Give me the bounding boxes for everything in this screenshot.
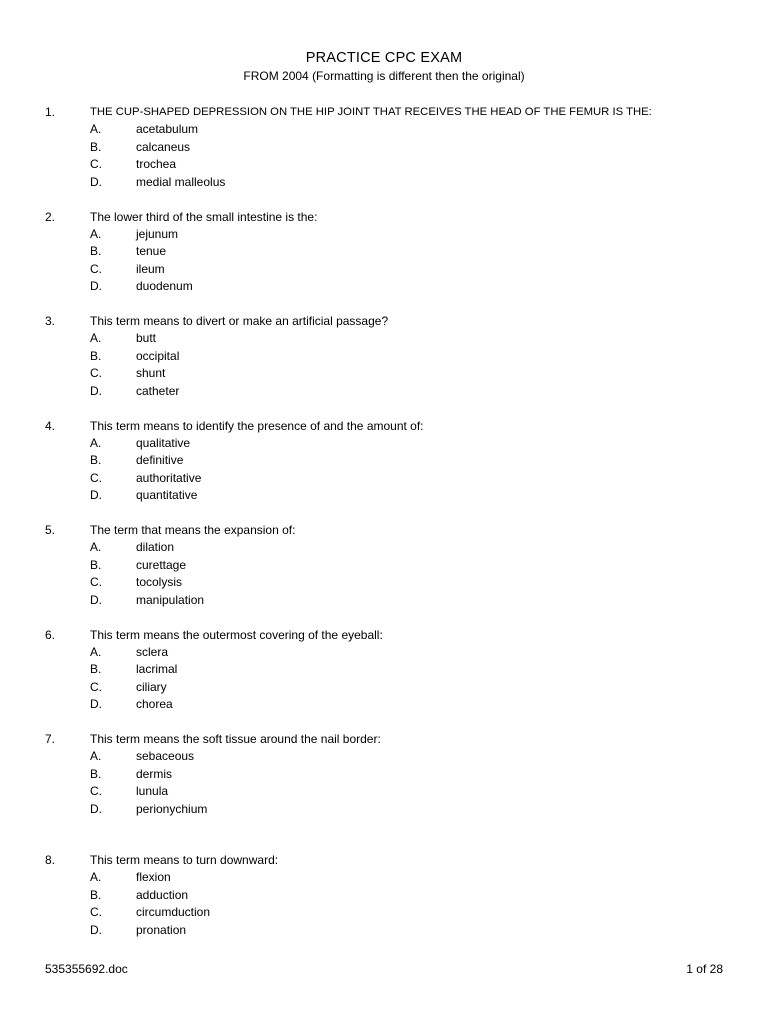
answer-option [0,592,768,609]
question-text: This term means to identify the presence of and the amount of: [90,418,424,433]
option-letter: D. [90,592,102,607]
question-text: The term that means the expansion of: [90,523,296,537]
option-letter: D. [90,383,102,398]
option-letter: D. [90,174,102,189]
option-letter: A. [90,122,102,137]
option-letter: A. [90,540,102,555]
question-4 [0,418,768,505]
option-text: acetabulum [136,122,199,137]
question-number: 6. [45,627,56,642]
answer-option [0,922,768,939]
option-letter: A. [90,870,102,885]
option-letter: B. [90,453,102,468]
answer-option [0,278,768,295]
question-text: This term means the soft tissue around the nail border: [90,732,381,746]
answer-option [0,174,768,191]
option-text: manipulation [136,592,205,607]
option-letter: D. [90,488,102,503]
answer-option [0,435,768,452]
option-letter: A. [90,331,102,346]
answer-option [0,348,768,365]
answer-option [0,365,768,382]
option-text: catheter [136,383,180,398]
question-number: 4. [45,418,56,433]
option-letter: A. [90,749,102,764]
answer-option [0,696,768,713]
answer-option [0,766,768,783]
answer-option [0,539,768,556]
option-letter: B. [90,244,102,259]
question-text: The lower third of the small intestine is the: [90,209,318,224]
option-text: occipital [136,348,180,363]
option-letter: D. [90,922,102,937]
answer-option [0,156,768,173]
answer-option [0,121,768,138]
option-text: circumduction [136,905,211,920]
question-7 [0,731,768,818]
answer-option [0,139,768,156]
question-text: This term means to divert or make an artificial passage? [90,314,389,328]
answer-option [0,226,768,243]
option-letter: D. [90,801,102,816]
answer-option [0,869,768,886]
question-number: 7. [45,732,56,746]
answer-option [0,452,768,469]
option-text: lacrimal [136,662,178,677]
option-text: lunula [136,784,169,799]
option-text: dermis [136,766,173,781]
option-text: tocolysis [136,575,183,590]
option-text: perionychium [136,801,208,816]
page-title: PRACTICE CPC EXAM [305,50,463,66]
option-text: butt [136,331,157,346]
answer-option [0,644,768,661]
option-letter: C. [90,366,102,381]
option-text: ileum [136,261,165,276]
question-text: THE CUP-SHAPED DEPRESSION ON THE HIP JOINT THAT RECEIVES THE HEAD OF THE FEMUR IS THE: [90,106,652,118]
question-text: This term means to turn downward: [90,853,279,867]
option-text: medial malleolus [136,174,226,189]
question-2 [0,209,768,296]
question-5 [0,522,768,609]
answer-option [0,748,768,765]
option-letter: A. [90,435,102,450]
question-3 [0,313,768,400]
footer-page-number: 1 of 28 [686,962,723,976]
option-letter: A. [90,226,102,241]
option-text: sclera [136,644,169,659]
option-text: trochea [136,157,177,172]
page-footer [0,960,768,978]
option-letter: B. [90,662,102,677]
question-1 [0,104,768,191]
answer-option [0,330,768,347]
option-text: qualitative [136,435,191,450]
option-text: quantitative [136,488,198,503]
answer-option [0,557,768,574]
question-number: 8. [45,853,56,867]
option-letter: B. [90,887,102,902]
question-number: 2. [45,209,56,224]
option-letter: B. [90,139,102,154]
option-letter: A. [90,644,102,659]
answer-option [0,904,768,921]
option-text: shunt [136,366,166,381]
option-text: dilation [136,540,175,555]
option-letter: D. [90,279,102,294]
question-6 [0,627,768,714]
option-letter: B. [90,766,102,781]
option-text: tenue [136,244,167,259]
question-text: This term means the outermost covering of the eyeball: [90,627,383,642]
answer-option [0,783,768,800]
answer-option [0,887,768,904]
answer-option [0,470,768,487]
question-number: 1. [45,105,56,119]
option-text: adduction [136,887,189,902]
page-subtitle: FROM 2004 (Formatting is different then the original) [243,69,525,83]
question-number: 3. [45,314,56,328]
question-8 [0,852,768,939]
option-text: flexion [136,870,171,885]
answer-option [0,487,768,504]
option-text: duodenum [136,279,193,294]
option-letter: C. [90,575,102,590]
option-letter: C. [90,261,102,276]
answer-option [0,261,768,278]
answer-option [0,574,768,591]
option-letter: C. [90,784,102,799]
footer-filename: 535355692.doc [45,962,128,976]
answer-option [0,243,768,260]
answer-option [0,383,768,400]
option-letter: C. [90,157,102,172]
option-text: definitive [136,453,184,468]
option-text: calcaneus [136,139,191,154]
option-letter: B. [90,557,102,572]
answer-option [0,661,768,678]
option-letter: B. [90,348,102,363]
option-letter: C. [90,679,102,694]
option-text: pronation [136,922,187,937]
option-text: ciliary [136,679,167,694]
option-letter: C. [90,470,102,485]
question-number: 5. [45,523,56,537]
answer-option [0,801,768,818]
option-text: sebaceous [136,749,195,764]
option-text: chorea [136,697,173,712]
option-letter: C. [90,905,102,920]
option-letter: D. [90,697,102,712]
option-text: curettage [136,557,187,572]
answer-option [0,679,768,696]
option-text: jejunum [136,226,179,241]
option-text: authoritative [136,470,202,485]
